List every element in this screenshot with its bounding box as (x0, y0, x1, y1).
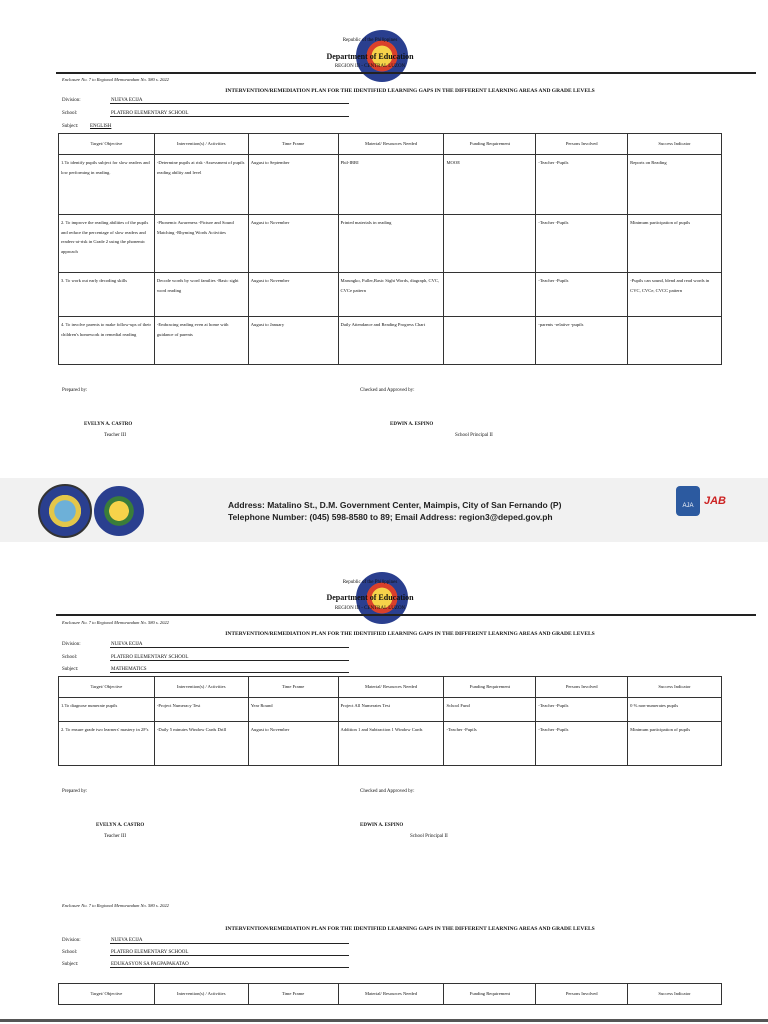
cell: 2. To ensure grade two learners' mastery in 2F's (59, 722, 155, 766)
division-label: Division: (62, 98, 81, 103)
table-header-row (59, 134, 722, 155)
subject-label: Subject: (62, 124, 79, 129)
enclosure-note: Enclosure No. 7 to Regional Memorandum No. 580 s. 2022 (62, 77, 169, 82)
cell: -Teacher -Pupils (536, 215, 628, 273)
enclosure-note: Enclosure No. 7 to Regional Memorandum No. 580 s. 2022 (62, 620, 169, 625)
cell: Addition 1 and Subtraction 1 Window Cards (338, 722, 444, 766)
cell (444, 215, 536, 273)
header-rule (56, 614, 756, 616)
cell: Year Round (248, 698, 338, 722)
cell: -Teacher -Pupils (536, 273, 628, 317)
table-row (59, 215, 722, 273)
approver-title: School Principal II (410, 834, 448, 839)
esp-plan-table (58, 983, 722, 1005)
col-header: Persons Involved (536, 134, 628, 155)
col-header: Success Indicator (628, 984, 722, 1005)
cell: -parents -relative -pupils (536, 317, 628, 365)
cell: 2. To improve the reading abilities of the pupils and reduce the percentage of slow readers and readers-at-risk in Grade 2 using the phonemic approach (59, 215, 155, 273)
page-footer (0, 478, 768, 542)
math-plan-table (58, 676, 722, 766)
cell: August to November (248, 722, 338, 766)
division-value: NUEVA ECIJA (110, 938, 349, 944)
region-text: REGION III - CENTRAL LUZON (334, 64, 406, 69)
page-bottom-rule (0, 1019, 768, 1022)
preparer-title: Teacher III (104, 834, 126, 839)
plan-title: INTERVENTION/REMEDIATION PLAN FOR THE IDENTIFIED LEARNING GAPS IN THE DIFFERENT LEARNING AREAS AND GRADE LEVELS (225, 926, 595, 932)
cell: -Embracing reading even at home with guidance of parents (154, 317, 248, 365)
region-text: REGION III - CENTRAL LUZON (334, 606, 406, 611)
col-header: Material/ Resources Needed (338, 984, 444, 1005)
republic-text: Republic of the Philippines (342, 38, 398, 43)
col-header: Success Indicator (628, 134, 722, 155)
prepared-by-label: Prepared by: (62, 789, 88, 794)
table-row (59, 317, 722, 365)
department-title: Department of Education (326, 52, 414, 61)
col-header: Material/ Resources Needed (338, 134, 444, 155)
cell: 4. To involve parents to make follow-ups of their children's homework in remedial reading (59, 317, 155, 365)
cell: -Teacher -Pupils (536, 722, 628, 766)
region-seal (38, 484, 92, 538)
jab-badge: JAB (704, 495, 727, 507)
cell: -Daily 5 minutes Window Cards Drill (154, 722, 248, 766)
cell: Minimum participation of pupils (628, 215, 722, 273)
table-row (59, 698, 722, 722)
col-header: Intervention(s) / Activities (154, 984, 248, 1005)
school-label: School: (62, 111, 78, 116)
col-header: Funding Requirement (444, 134, 536, 155)
col-header: Persons Involved (536, 984, 628, 1005)
cell: August to September (248, 155, 338, 215)
cell: August to November (248, 273, 338, 317)
plan-title: INTERVENTION/REMEDIATION PLAN FOR THE IDENTIFIED LEARNING GAPS IN THE DIFFERENT LEARNING AREAS AND GRADE LEVELS (225, 631, 595, 637)
footer-phone: Telephone Number: (045) 598-8580 to 89; Email Address: region3@deped.gov.ph (228, 512, 553, 522)
department-title: Department of Education (326, 593, 414, 602)
aja-badge: AJA (676, 486, 700, 516)
cell: August to January (248, 317, 338, 365)
approver-name: EDWIN A. ESPINO (390, 422, 434, 427)
cell (444, 317, 536, 365)
col-header: Success Indicator (628, 677, 722, 698)
subject-label: Subject: (62, 962, 79, 967)
cell: Reports on Reading (628, 155, 722, 215)
table-header-row (59, 984, 722, 1005)
republic-text: Republic of the Philippines (342, 580, 398, 585)
cell: -Teacher -Pupils (444, 722, 536, 766)
cell: -Determine pupils at risk -Assessment of pupils reading ability and level (154, 155, 248, 215)
school-value: PLATERO ELEMENTARY SCHOOL (110, 111, 349, 117)
cell: -Pupils can sound, blend and read words in CVC, CVCe, CVCC pattern (628, 273, 722, 317)
cell: -Teacher -Pupils (536, 698, 628, 722)
col-header: Intervention(s) / Activities (154, 134, 248, 155)
school-label: School: (62, 655, 78, 660)
table-row (59, 722, 722, 766)
checked-by-label: Checked and Approved by: (360, 388, 415, 393)
cell: 1.To identify pupils subject for slow readers and low performing in reading. (59, 155, 155, 215)
cell: Printed materials in reading (338, 215, 444, 273)
cell: Marungko, Fuller,Basic Sight Words, diagraph, CVC, CVCe pattern (338, 273, 444, 317)
cell: Phil-IRRI (338, 155, 444, 215)
division-label: Division: (62, 642, 81, 647)
col-header: Time Frame (248, 984, 338, 1005)
division-value: NUEVA ECIJA (110, 98, 349, 104)
cell: -Phonemic Awareness -Picture and Sound Matching -Rhyming Words Activities (154, 215, 248, 273)
school-label: School: (62, 950, 78, 955)
enclosure-note: Enclosure No. 7 to Regional Memorandum No. 580 s. 2022 (62, 903, 169, 908)
col-header: Time Frame (248, 134, 338, 155)
cell: August to November (248, 215, 338, 273)
cell: School Fund (444, 698, 536, 722)
checked-by-label: Checked and Approved by: (360, 789, 415, 794)
division-value: NUEVA ECIJA (110, 642, 349, 648)
table-row (59, 155, 722, 215)
cell: Daily Attendance and Reading Progress Chart (338, 317, 444, 365)
col-header: Time Frame (248, 677, 338, 698)
col-header: Target/ Objective (59, 134, 155, 155)
preparer-name: EVELYN A. CASTRO (84, 422, 133, 427)
cell: 1.To diagnose numerate pupils (59, 698, 155, 722)
deped-seal (94, 486, 144, 536)
col-header: Target/ Objective (59, 984, 155, 1005)
approver-title: School Principal II (455, 433, 493, 438)
cell: -Teacher -Pupils (536, 155, 628, 215)
col-header: Target/ Objective (59, 677, 155, 698)
cell: -Project Numeracy Test (154, 698, 248, 722)
cell (628, 317, 722, 365)
col-header: Intervention(s) / Activities (154, 677, 248, 698)
cell (444, 273, 536, 317)
cell: 0 % non-numerates pupils (628, 698, 722, 722)
table-header-row (59, 677, 722, 698)
school-value: PLATERO ELEMENTARY SCHOOL (110, 655, 349, 661)
subject-label: Subject: (62, 667, 79, 672)
preparer-name: EVELYN A. CASTRO (96, 823, 145, 828)
subject-value: ENGLISH (90, 124, 112, 129)
cell: Decode words by word families -Basic sight word reading (154, 273, 248, 317)
prepared-by-label: Prepared by: (62, 388, 88, 393)
header-rule (56, 72, 756, 74)
table-row (59, 273, 722, 317)
cell: MOOE (444, 155, 536, 215)
cell: Minimum participation of pupils (628, 722, 722, 766)
col-header: Material/ Resources Needed (338, 677, 444, 698)
english-plan-table (58, 133, 722, 365)
col-header: Persons Involved (536, 677, 628, 698)
cell: Project All Numerates Test (338, 698, 444, 722)
col-header: Funding Requirement (444, 984, 536, 1005)
cell: 3. To work out early decoding skills (59, 273, 155, 317)
col-header: Funding Requirement (444, 677, 536, 698)
approver-name: EDWIN A. ESPINO (360, 823, 404, 828)
subject-value: MATHEMATICS (110, 667, 349, 673)
subject-value: EDUKASYON SA PAGPAPAKATAO (110, 962, 349, 968)
footer-address: Address: Matalino St., D.M. Government Center, Maimpis, City of San Fernando (P) (228, 500, 562, 510)
preparer-title: Teacher III (104, 433, 126, 438)
plan-title: INTERVENTION/REMEDIATION PLAN FOR THE IDENTIFIED LEARNING GAPS IN THE DIFFERENT LEARNING AREAS AND GRADE LEVELS (225, 88, 595, 94)
division-label: Division: (62, 938, 81, 943)
school-value: PLATERO ELEMENTARY SCHOOL (110, 950, 349, 956)
